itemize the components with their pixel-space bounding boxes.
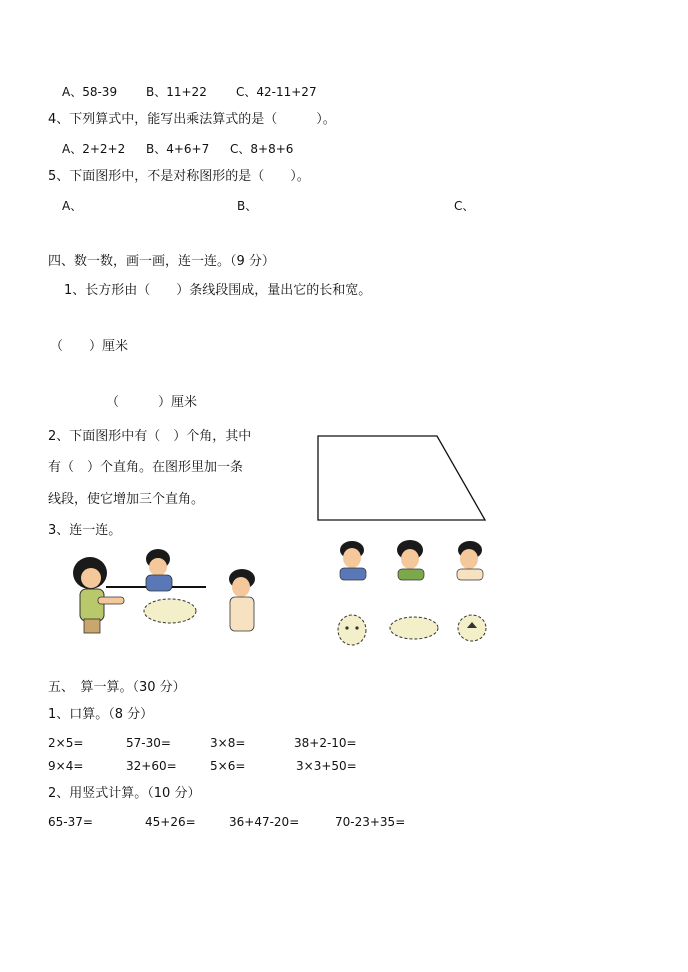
section4-q2-line2: 有（ ）个直角。在图形里加一条 — [48, 460, 244, 475]
section5-heading: 五、 算一算。（30 分） — [48, 680, 186, 695]
mental-math-item: 3×3+50= — [296, 759, 357, 773]
section5-q1: 1、口算。（8 分） — [48, 707, 154, 722]
section4-q1: 1、长方形由（ ）条线段围成，量出它的长和宽。 — [64, 283, 372, 298]
q5-option-b: B、 — [237, 199, 258, 213]
mental-math-item: 9×4= — [48, 759, 84, 773]
section4-blank2: （ ）厘米 — [106, 395, 198, 410]
vertical-calc-item: 65-37= — [48, 815, 93, 829]
observation-scene-illustration — [66, 545, 276, 645]
q4-option-a: A、2+2+2 — [62, 142, 126, 156]
q5-question: 5、下面图形中，不是对称图形的是（ ）。 — [48, 169, 310, 184]
trapezoid-figure — [310, 430, 494, 526]
section4-heading: 四、数一数，画一画，连一连。（9 分） — [48, 254, 275, 269]
section4-q2-line1: 2、下面图形中有（ ）个角，其中 — [48, 429, 252, 444]
q3-option-c: C、42-11+27 — [236, 85, 317, 99]
mental-math-item: 2×5= — [48, 736, 84, 750]
q4-option-c: C、8+8+6 — [230, 142, 294, 156]
section5-q2: 2、用竖式计算。（10 分） — [48, 786, 201, 801]
q5-option-a: A、 — [62, 199, 83, 213]
vertical-calc-item: 36+47-20= — [229, 815, 300, 829]
mental-math-item: 5×6= — [210, 759, 246, 773]
mental-math-item: 38+2-10= — [294, 736, 357, 750]
q4-question: 4、下列算式中，能写出乘法算式的是（ ）。 — [48, 112, 336, 127]
q3-option-b: B、11+22 — [146, 85, 207, 99]
mental-math-item: 57-30= — [126, 736, 171, 750]
q5-option-c: C、 — [454, 199, 475, 213]
mental-math-item: 32+60= — [126, 759, 177, 773]
vertical-calc-item: 45+26= — [145, 815, 196, 829]
section4-q2-line3: 线段，使它增加三个直角。 — [48, 492, 205, 507]
q3-option-a: A、58-39 — [62, 85, 118, 99]
section4-blank1: （ ）厘米 — [50, 339, 129, 354]
q4-option-b: B、4+6+7 — [146, 142, 210, 156]
kid-faces-row — [332, 538, 492, 582]
object-views-row — [332, 610, 492, 650]
vertical-calc-item: 70-23+35= — [335, 815, 406, 829]
section4-q3: 3、连一连。 — [48, 523, 122, 538]
mental-math-item: 3×8= — [210, 736, 246, 750]
